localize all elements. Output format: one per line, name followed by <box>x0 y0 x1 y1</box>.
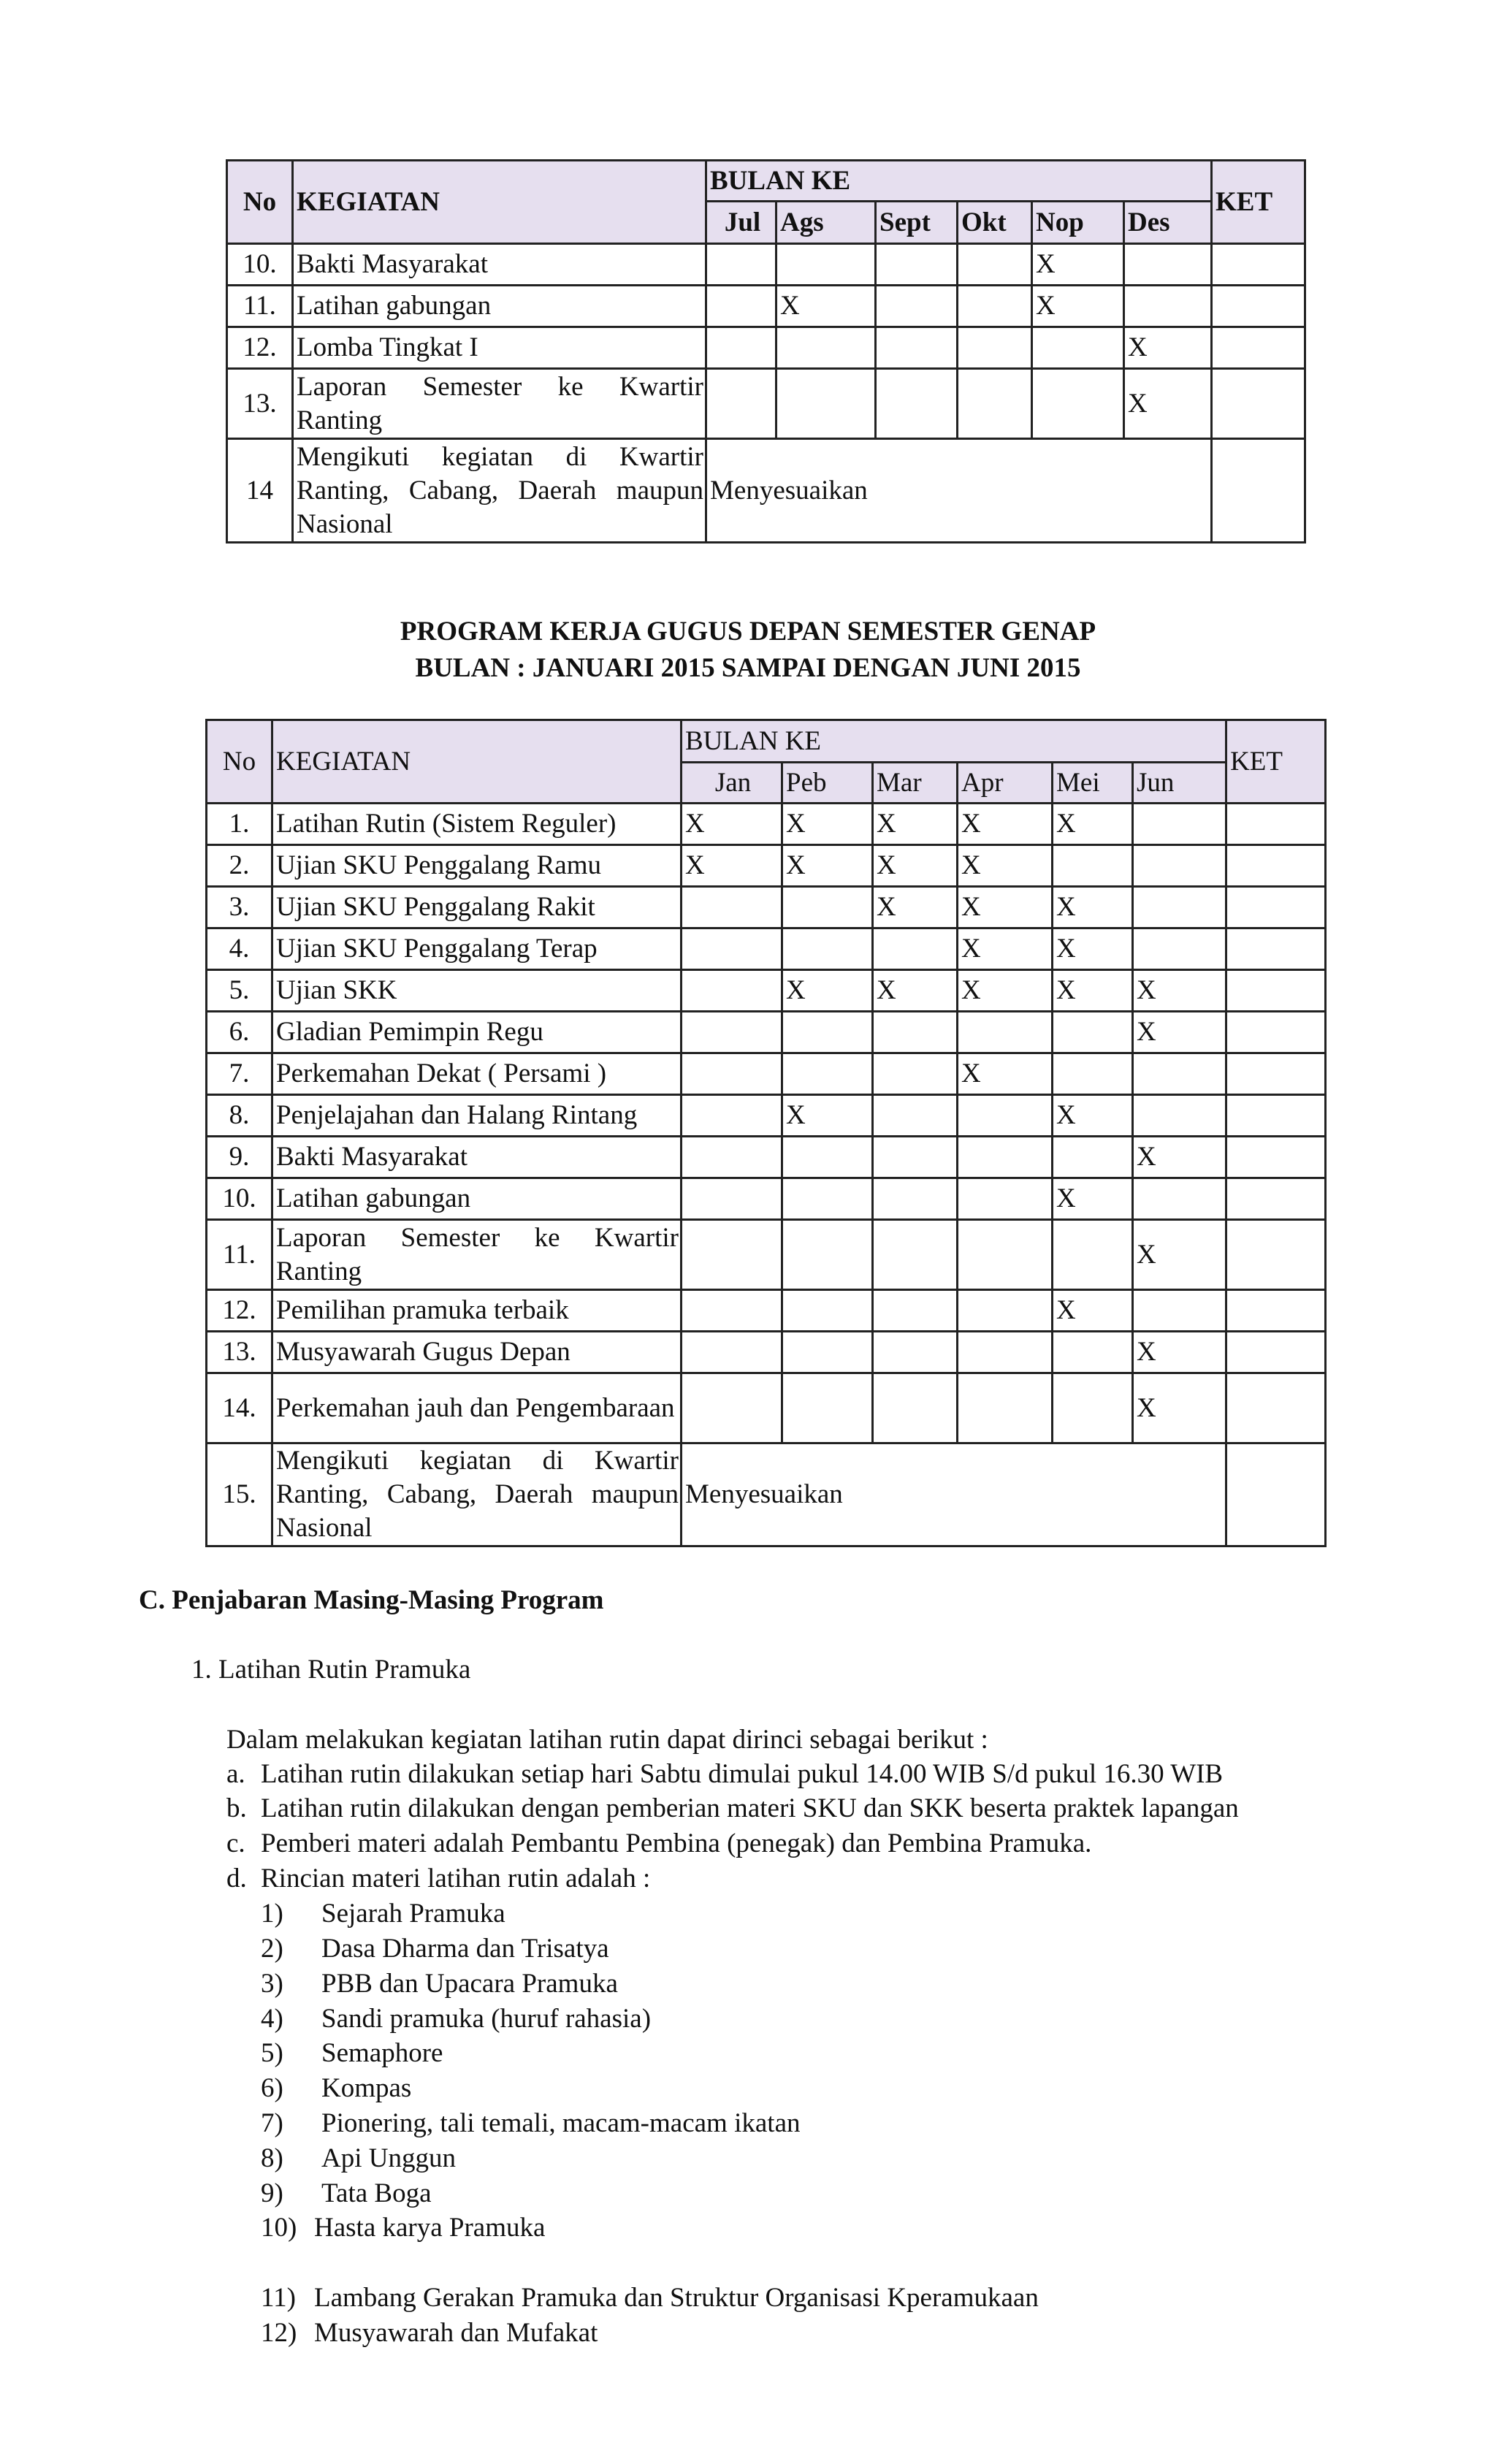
month-mark <box>782 1012 873 1053</box>
point-text: Latihan rutin dilakukan setiap hari Sabtu dimulai pukul 14.00 WIB S/d pukul 16.30 WIB <box>261 1759 1224 1789</box>
month-mark <box>958 1290 1053 1332</box>
month-mark: X <box>1053 970 1133 1012</box>
month-mark <box>873 928 958 970</box>
month-mark: X <box>1032 286 1124 327</box>
activity-name: Latihan gabungan <box>272 1178 682 1220</box>
activity-name: Mengikuti kegiatan di Kwartir Ranting, Cabang, Daerah maupun Nasional <box>272 1443 682 1546</box>
month-mark: X <box>782 970 873 1012</box>
month-mark <box>1133 1290 1226 1332</box>
materi-number: 7) <box>261 2108 283 2138</box>
ket-cell <box>1226 887 1326 928</box>
activity-name: Bakti Masyarakat <box>272 1137 682 1178</box>
materi-number: 4) <box>261 2004 283 2034</box>
ket-cell <box>1212 286 1305 327</box>
month-mark <box>782 1178 873 1220</box>
ket-cell <box>1226 1095 1326 1137</box>
month-mark: X <box>1053 1178 1133 1220</box>
materi-item: Semaphore <box>321 2038 443 2068</box>
table-row <box>227 244 1305 286</box>
month-mark <box>682 1373 782 1443</box>
row-number: 14 <box>227 439 293 543</box>
month-mark <box>958 327 1032 369</box>
month-mark <box>873 1290 958 1332</box>
activity-name: Mengikuti kegiatan di Kwartir Ranting, Cabang, Daerah maupun Nasional <box>293 439 706 543</box>
month-mark: X <box>958 887 1053 928</box>
month-mark: X <box>782 845 873 887</box>
row-number: 10. <box>227 244 293 286</box>
month-mark <box>782 887 873 928</box>
month-mark <box>682 1012 782 1053</box>
month-mark <box>776 369 876 439</box>
activity-name: Bakti Masyarakat <box>293 244 706 286</box>
activity-name: Latihan gabungan <box>293 286 706 327</box>
month-mark <box>876 327 958 369</box>
activity-name: Perkemahan jauh dan Pengembaraan <box>272 1373 682 1443</box>
month-mark <box>682 1290 782 1332</box>
activity-name: Ujian SKK <box>272 970 682 1012</box>
row-number: 11. <box>207 1220 272 1290</box>
ket-cell <box>1226 1290 1326 1332</box>
month-mark <box>706 286 776 327</box>
activity-name: Penjelajahan dan Halang Rintang <box>272 1095 682 1137</box>
month-mark <box>876 286 958 327</box>
activity-name: Ujian SKU Penggalang Rakit <box>272 887 682 928</box>
month-mark <box>682 1137 782 1178</box>
month-mark <box>1133 887 1226 928</box>
row-number: 10. <box>207 1178 272 1220</box>
month-header: Apr <box>958 763 1053 804</box>
section-c-heading: C. Penjabaran Masing-Masing Program <box>139 1585 604 1615</box>
table-semester-ganjil <box>226 159 1306 543</box>
month-mark: X <box>1053 1290 1133 1332</box>
row-number: 12. <box>207 1290 272 1332</box>
row-number: 9. <box>207 1137 272 1178</box>
month-mark <box>1124 286 1212 327</box>
schedule-note: Menyesuaikan <box>682 1443 1226 1546</box>
month-mark: X <box>873 845 958 887</box>
point-label: a. <box>226 1759 245 1789</box>
table-row <box>207 970 1326 1012</box>
month-mark: X <box>1133 1012 1226 1053</box>
month-mark <box>958 369 1032 439</box>
month-mark <box>876 369 958 439</box>
month-mark <box>1133 1053 1226 1095</box>
row-number: 13. <box>207 1332 272 1373</box>
materi-item: Lambang Gerakan Pramuka dan Struktur Organisasi Kperamukaan <box>314 2283 1039 2313</box>
activity-name: Latihan Rutin (Sistem Reguler) <box>272 804 682 845</box>
header-bulan-ke: BULAN KE <box>682 720 1226 763</box>
month-mark <box>782 928 873 970</box>
row-number: 6. <box>207 1012 272 1053</box>
row-number: 15. <box>207 1443 272 1546</box>
month-mark: X <box>1133 1137 1226 1178</box>
materi-number: 3) <box>261 1969 283 1999</box>
ket-cell <box>1226 1220 1326 1290</box>
materi-item: PBB dan Upacara Pramuka <box>321 1969 618 1999</box>
month-mark <box>873 1220 958 1290</box>
month-mark <box>1053 1053 1133 1095</box>
header-no: No <box>207 720 272 804</box>
materi-number: 8) <box>261 2143 283 2173</box>
month-header: Jun <box>1133 763 1226 804</box>
activity-name: Laporan Semester ke Kwartir Ranting <box>272 1220 682 1290</box>
ket-cell <box>1226 804 1326 845</box>
month-mark <box>958 1373 1053 1443</box>
month-mark <box>682 1178 782 1220</box>
month-mark <box>1032 369 1124 439</box>
header-kegiatan: KEGIATAN <box>272 720 682 804</box>
ket-cell <box>1226 1373 1326 1443</box>
month-mark <box>873 1373 958 1443</box>
month-mark <box>873 1095 958 1137</box>
table-row <box>207 1373 1326 1443</box>
month-mark <box>682 1220 782 1290</box>
activity-name: Ujian SKU Penggalang Terap <box>272 928 682 970</box>
header-ket: KET <box>1226 720 1326 804</box>
month-mark <box>1124 244 1212 286</box>
month-mark <box>873 1178 958 1220</box>
month-mark <box>776 327 876 369</box>
month-mark: X <box>1133 970 1226 1012</box>
row-number: 12. <box>227 327 293 369</box>
month-mark <box>873 1137 958 1178</box>
point-text: Pemberi materi adalah Pembantu Pembina (penegak) dan Pembina Pramuka. <box>261 1828 1092 1858</box>
month-mark: X <box>1032 244 1124 286</box>
header-bulan-ke: BULAN KE <box>706 161 1212 202</box>
month-mark: X <box>782 1095 873 1137</box>
materi-number: 5) <box>261 2038 283 2068</box>
month-mark <box>706 369 776 439</box>
month-header: Mei <box>1053 763 1133 804</box>
month-header: Nop <box>1032 202 1124 244</box>
month-mark: X <box>873 804 958 845</box>
month-mark <box>873 1053 958 1095</box>
ket-cell <box>1212 244 1305 286</box>
point-label: d. <box>226 1864 247 1893</box>
month-mark: X <box>1053 887 1133 928</box>
ket-cell <box>1212 369 1305 439</box>
month-mark <box>958 286 1032 327</box>
program-period: BULAN : JANUARI 2015 SAMPAI DENGAN JUNI 2015 <box>415 653 1081 683</box>
ket-cell <box>1212 439 1305 543</box>
month-mark <box>782 1290 873 1332</box>
month-header: Okt <box>958 202 1032 244</box>
month-mark: X <box>1133 1332 1226 1373</box>
table-row <box>227 327 1305 369</box>
month-header: Jan <box>682 763 782 804</box>
month-mark <box>682 928 782 970</box>
month-mark <box>958 1220 1053 1290</box>
header-ket: KET <box>1212 161 1305 244</box>
row-number: 7. <box>207 1053 272 1095</box>
activity-name: Lomba Tingkat I <box>293 327 706 369</box>
table-row <box>207 1095 1326 1137</box>
activity-name: Gladian Pemimpin Regu <box>272 1012 682 1053</box>
month-mark <box>776 244 876 286</box>
header-no: No <box>227 161 293 244</box>
materi-item: Sejarah Pramuka <box>321 1899 505 1929</box>
month-mark <box>682 1095 782 1137</box>
month-mark: X <box>1124 369 1212 439</box>
materi-number: 9) <box>261 2178 283 2208</box>
materi-number: 6) <box>261 2073 283 2103</box>
month-mark <box>1133 804 1226 845</box>
materi-item: Tata Boga <box>321 2178 432 2208</box>
month-mark <box>873 1012 958 1053</box>
month-mark <box>958 1332 1053 1373</box>
month-mark: X <box>1053 804 1133 845</box>
table-semester-genap <box>205 719 1327 1547</box>
ket-cell <box>1226 1178 1326 1220</box>
month-mark: X <box>1053 928 1133 970</box>
materi-number: 1) <box>261 1899 283 1929</box>
month-header: Jul <box>706 202 776 244</box>
month-mark <box>782 1137 873 1178</box>
table-row <box>207 1220 1326 1290</box>
point-label: b. <box>226 1793 247 1823</box>
table-row <box>207 1053 1326 1095</box>
table-row <box>207 1012 1326 1053</box>
month-header: Peb <box>782 763 873 804</box>
month-mark <box>782 1053 873 1095</box>
month-mark <box>682 887 782 928</box>
month-mark <box>1053 1332 1133 1373</box>
month-mark <box>1133 845 1226 887</box>
row-number: 1. <box>207 804 272 845</box>
row-number: 8. <box>207 1095 272 1137</box>
header-kegiatan: KEGIATAN <box>293 161 706 244</box>
row-number: 2. <box>207 845 272 887</box>
month-mark <box>682 1332 782 1373</box>
month-mark: X <box>782 804 873 845</box>
month-mark <box>706 327 776 369</box>
month-mark <box>1133 1178 1226 1220</box>
ket-cell <box>1226 1053 1326 1095</box>
point-text: Rincian materi latihan rutin adalah : <box>261 1864 651 1893</box>
ket-cell <box>1212 327 1305 369</box>
month-mark: X <box>1053 1095 1133 1137</box>
ket-cell <box>1226 1012 1326 1053</box>
materi-number: 10) <box>261 2213 297 2243</box>
month-mark <box>682 970 782 1012</box>
month-mark <box>1053 1220 1133 1290</box>
month-mark <box>958 1012 1053 1053</box>
month-mark: X <box>958 845 1053 887</box>
month-mark: X <box>873 887 958 928</box>
materi-item: Kompas <box>321 2073 412 2103</box>
month-mark <box>1032 327 1124 369</box>
month-mark: X <box>1133 1220 1226 1290</box>
table-row <box>207 1332 1326 1373</box>
month-mark: X <box>958 1053 1053 1095</box>
ket-cell <box>1226 1332 1326 1373</box>
month-mark: X <box>1133 1373 1226 1443</box>
row-number: 4. <box>207 928 272 970</box>
month-mark <box>782 1373 873 1443</box>
month-mark <box>1133 928 1226 970</box>
table-row <box>207 1178 1326 1220</box>
activity-name: Musyawarah Gugus Depan <box>272 1332 682 1373</box>
materi-item: Hasta karya Pramuka <box>314 2213 546 2243</box>
activity-name: Perkemahan Dekat ( Persami ) <box>272 1053 682 1095</box>
month-mark <box>1053 1012 1133 1053</box>
month-mark: X <box>958 970 1053 1012</box>
activity-name: Ujian SKU Penggalang Ramu <box>272 845 682 887</box>
month-mark <box>782 1220 873 1290</box>
month-header: Sept <box>876 202 958 244</box>
month-mark <box>958 244 1032 286</box>
month-mark <box>1133 1095 1226 1137</box>
activity-name: Pemilihan pramuka terbaik <box>272 1290 682 1332</box>
point-text: Latihan rutin dilakukan dengan pemberian materi SKU dan SKK beserta praktek lapangan <box>261 1793 1239 1823</box>
month-header: Des <box>1124 202 1212 244</box>
table-row <box>207 1290 1326 1332</box>
month-mark: X <box>682 845 782 887</box>
month-mark <box>958 1178 1053 1220</box>
table-row <box>207 845 1326 887</box>
activity-name: Laporan Semester ke Kwartir Ranting <box>293 369 706 439</box>
table-row <box>207 928 1326 970</box>
table-row <box>227 369 1305 439</box>
intro-text: Dalam melakukan kegiatan latihan rutin dapat dirinci sebagai berikut : <box>226 1725 988 1755</box>
table-row <box>227 286 1305 327</box>
month-mark <box>706 244 776 286</box>
table-row <box>207 887 1326 928</box>
month-header: Ags <box>776 202 876 244</box>
month-mark: X <box>1124 327 1212 369</box>
ket-cell <box>1226 1137 1326 1178</box>
month-mark: X <box>776 286 876 327</box>
month-mark <box>1053 845 1133 887</box>
materi-item: Pionering, tali temali, macam-macam ikatan <box>321 2108 801 2138</box>
ket-cell <box>1226 845 1326 887</box>
month-mark: X <box>682 804 782 845</box>
row-number: 5. <box>207 970 272 1012</box>
subsection-heading: 1. Latihan Rutin Pramuka <box>191 1655 471 1685</box>
month-mark <box>1053 1137 1133 1178</box>
row-number: 3. <box>207 887 272 928</box>
materi-number: 2) <box>261 1934 283 1964</box>
materi-item: Api Unggun <box>321 2143 456 2173</box>
month-mark <box>1053 1373 1133 1443</box>
row-number: 13. <box>227 369 293 439</box>
schedule-note: Menyesuaikan <box>706 439 1212 543</box>
month-mark <box>682 1053 782 1095</box>
ket-cell <box>1226 970 1326 1012</box>
ket-cell <box>1226 1443 1326 1546</box>
row-number: 11. <box>227 286 293 327</box>
month-mark <box>958 1095 1053 1137</box>
row-number: 14. <box>207 1373 272 1443</box>
month-mark: X <box>958 928 1053 970</box>
month-mark <box>958 1137 1053 1178</box>
table-row <box>207 1137 1326 1178</box>
materi-item: Musyawarah dan Mufakat <box>314 2318 598 2348</box>
month-mark <box>876 244 958 286</box>
table-row <box>207 804 1326 845</box>
materi-item: Dasa Dharma dan Trisatya <box>321 1934 609 1964</box>
materi-number: 11) <box>261 2283 296 2313</box>
point-label: c. <box>226 1828 245 1858</box>
program-title: PROGRAM KERJA GUGUS DEPAN SEMESTER GENAP <box>400 617 1096 646</box>
materi-number: 12) <box>261 2318 297 2348</box>
month-mark <box>782 1332 873 1373</box>
month-mark <box>873 1332 958 1373</box>
month-mark: X <box>873 970 958 1012</box>
materi-item: Sandi pramuka (huruf rahasia) <box>321 2004 652 2034</box>
month-header: Mar <box>873 763 958 804</box>
month-mark: X <box>958 804 1053 845</box>
ket-cell <box>1226 928 1326 970</box>
